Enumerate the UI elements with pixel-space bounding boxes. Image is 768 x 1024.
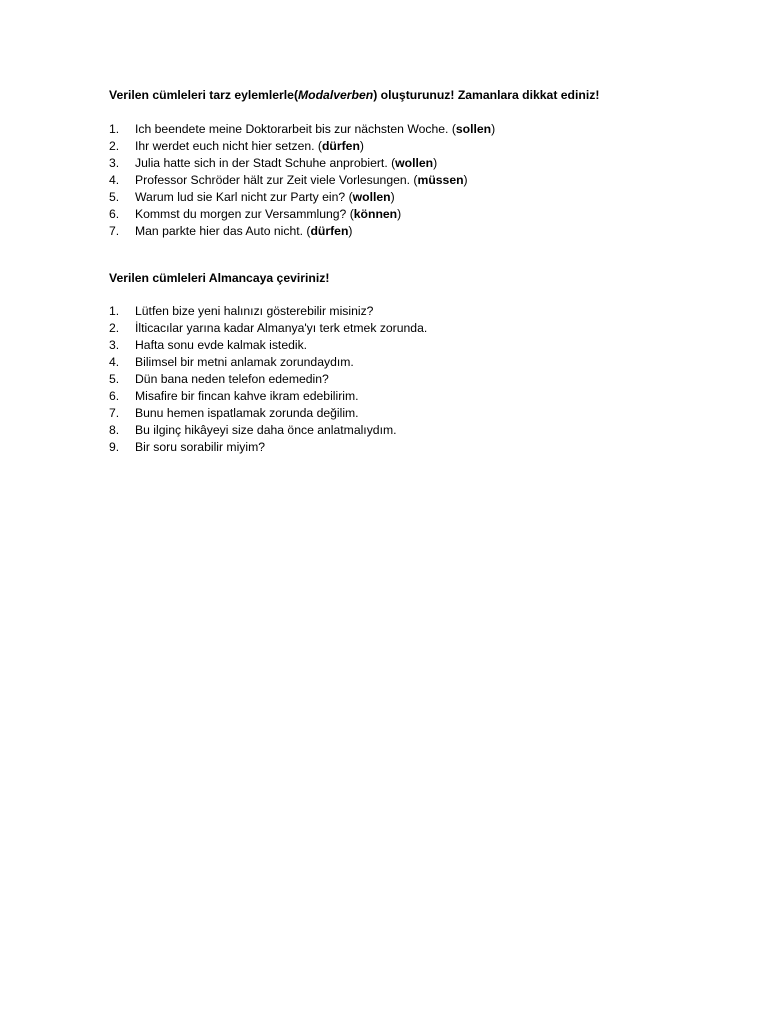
section-1-heading-emphasis: Modalverben xyxy=(298,88,374,102)
item-text: Bir soru sorabilir miyim? xyxy=(135,440,266,454)
item-text: Misafire bir fincan kahve ikram edebilirim. xyxy=(135,389,359,403)
translation-exercise-list xyxy=(109,303,427,456)
list-item xyxy=(109,405,427,422)
item-verb: dürfen xyxy=(321,139,360,153)
section-2-heading: Verilen cümleleri Almancaya çeviriniz! xyxy=(109,271,330,285)
list-item xyxy=(109,206,495,223)
list-item xyxy=(109,121,495,138)
item-number: 7. xyxy=(109,224,120,238)
list-item xyxy=(109,371,427,388)
item-close: ) xyxy=(433,156,438,170)
item-verb: wollen xyxy=(352,190,391,204)
item-number: 2. xyxy=(109,321,120,335)
item-close: ) xyxy=(491,122,496,136)
item-close: ) xyxy=(390,190,395,204)
item-text: Julia hatte sich in der Stadt Schuhe anprobiert. ( xyxy=(135,156,396,170)
item-number: 4. xyxy=(109,173,120,187)
item-text: Kommst du morgen zur Versammlung? ( xyxy=(135,207,354,221)
item-number: 6. xyxy=(109,207,120,221)
section-1-heading-pre: Verilen cümleleri tarz eylemlerle( xyxy=(109,88,299,102)
item-number: 1. xyxy=(109,122,120,136)
list-item xyxy=(109,439,427,456)
item-close: ) xyxy=(348,224,353,238)
item-text: Bunu hemen ispatlamak zorunda değilim. xyxy=(135,406,359,420)
item-number: 4. xyxy=(109,355,120,369)
item-verb: wollen xyxy=(395,156,434,170)
list-item xyxy=(109,354,427,371)
item-text: Professor Schröder hält zur Zeit viele Vorlesungen. ( xyxy=(135,173,418,187)
item-number: 5. xyxy=(109,190,120,204)
item-text: Hafta sonu evde kalmak istedik. xyxy=(135,338,308,352)
item-text: Ihr werdet euch nicht hier setzen. ( xyxy=(135,139,322,153)
item-verb: können xyxy=(353,207,398,221)
item-number: 8. xyxy=(109,423,120,437)
item-text: Warum lud sie Karl nicht zur Party ein? ( xyxy=(135,190,353,204)
modal-verb-exercise-list xyxy=(109,121,495,240)
section-1-heading xyxy=(109,87,599,103)
section-1-heading-post: ) oluşturunuz! Zamanlara dikkat ediniz! xyxy=(373,88,600,102)
item-text: Lütfen bize yeni halınızı gösterebilir misiniz? xyxy=(135,304,374,318)
item-number: 3. xyxy=(109,156,120,170)
item-number: 1. xyxy=(109,304,120,318)
list-item xyxy=(109,303,427,320)
item-verb: müssen xyxy=(417,173,464,187)
item-text: Man parkte hier das Auto nicht. ( xyxy=(135,224,311,238)
item-text: Bu ilginç hikâyeyi size daha önce anlatmalıydım. xyxy=(135,423,397,437)
list-item xyxy=(109,388,427,405)
item-text: Dün bana neden telefon edemedin? xyxy=(135,372,329,386)
list-item xyxy=(109,138,495,155)
item-close: ) xyxy=(359,139,364,153)
item-number: 3. xyxy=(109,338,120,352)
list-item xyxy=(109,337,427,354)
item-number: 7. xyxy=(109,406,120,420)
item-number: 6. xyxy=(109,389,120,403)
list-item xyxy=(109,189,495,206)
list-item xyxy=(109,223,495,240)
item-number: 9. xyxy=(109,440,120,454)
item-text: Bilimsel bir metni anlamak zorundaydım. xyxy=(135,355,354,369)
item-number: 2. xyxy=(109,139,120,153)
list-item xyxy=(109,320,427,337)
list-item xyxy=(109,155,495,172)
item-close: ) xyxy=(397,207,402,221)
item-close: ) xyxy=(463,173,468,187)
item-number: 5. xyxy=(109,372,120,386)
list-item xyxy=(109,172,495,189)
list-item xyxy=(109,422,427,439)
item-verb: dürfen xyxy=(310,224,349,238)
item-text: Ich beendete meine Doktorarbeit bis zur nächsten Woche. ( xyxy=(135,122,456,136)
item-text: İlticacılar yarına kadar Almanya'yı terk etmek zorunda. xyxy=(135,321,428,335)
item-verb: sollen xyxy=(455,122,492,136)
